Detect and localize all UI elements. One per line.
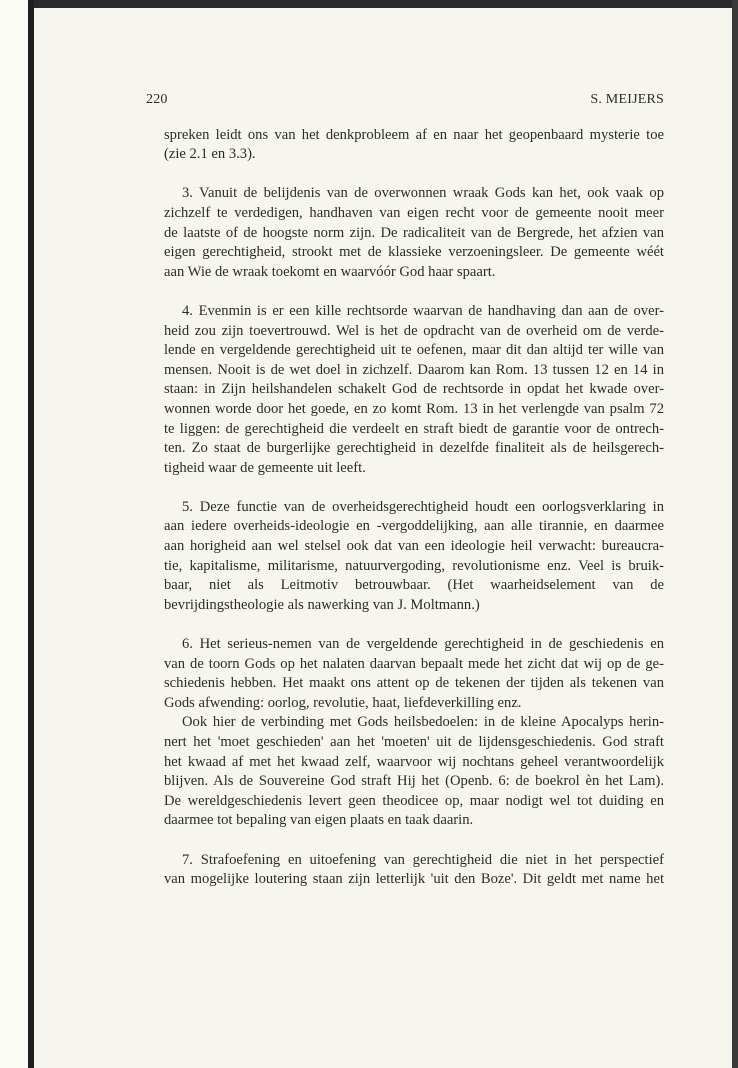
paragraph-5 <box>146 498 664 616</box>
text-line: 4. Evenmin is er een kille rechtsorde waarvan de handhaving dan aan de over- <box>182 302 664 319</box>
text-line: de laatste of de hoogste norm zijn. De radicaliteit van de Bergrede, het afzien van <box>164 224 664 241</box>
text-line: lende en vergeldende gerechtigheid uit te oefenen, maar dit dan altijd ter wille van <box>164 342 664 359</box>
text-line: baar, niet als Leitmotiv betrouwbaar. (Het waarheidselement van de <box>164 577 664 594</box>
text-line: aan Wie de wraak toekomt en waarvóór God haar spaart. <box>164 263 496 280</box>
page-content <box>146 90 664 909</box>
text-line: nert het 'moet geschieden' aan het 'moeten' uit de lijdensgeschiedenis. God straft <box>164 734 664 750</box>
scan-edge-top <box>28 0 738 8</box>
running-header <box>146 90 664 110</box>
text-line: van de toorn Gods op het nalaten daarvan bepaalt mede het zicht dat wij op de ge- <box>164 655 664 672</box>
text-line: ten. Zo staat de burgerlijke gerechtigheid in dezelfde finaliteit als de heilsgerech- <box>164 440 664 457</box>
paragraph-6 <box>146 635 664 713</box>
text-line: staan: in Zijn heilshandelen schakelt God de rechtsorde in opdat het kwade over- <box>164 381 664 398</box>
text-line: tigheid waar de gemeente uit leeft. <box>164 459 366 476</box>
paragraph-7 <box>146 851 664 890</box>
text-line: aan iedere overheids-ideologie en -vergoddelijking, aan alle tirannie, en daarmee <box>164 518 664 535</box>
paragraph-6-continued <box>146 713 664 831</box>
text-line: wonnen worde door het goede, en zo komt Rom. 13 in het verlengde van psalm 72 <box>164 400 664 417</box>
running-author: S. MEIJERS <box>590 92 664 107</box>
paragraph-intro <box>146 126 664 165</box>
text-line: tie, kapitalisme, militarisme, natuurvergoding, revolutionisme enz. Veel is bruik- <box>164 557 664 574</box>
text-line: van mogelijke loutering staan zijn letterlijk 'uit den Boze'. Dit geldt met name het <box>164 871 664 888</box>
text-line: mensen. Nooit is de wet doel in zichzelf. Daarom kan Rom. 13 tussen 12 en 14 in <box>164 361 664 378</box>
paragraph-4 <box>146 302 664 478</box>
text-line: bevrijdingstheologie als nawerking van J. Moltmann.) <box>164 596 480 613</box>
text-line: spreken leidt ons van het denkprobleem af en naar het geopenbaard mysterie toe <box>164 126 664 143</box>
text-line: 6. Het serieus-nemen van de vergeldende gerechtigheid in de geschiedenis en <box>182 636 664 653</box>
text-line: Gods afwending: oorlog, revolutie, haat, liefdeverkilling enz. <box>164 694 522 711</box>
text-line: 5. Deze functie van de overheidsgerechtigheid houdt een oorlogsverklaring in <box>182 498 664 515</box>
text-line: heid zou zijn toevertrouwd. Wel is het de opdracht van de overheid om de verdе- <box>164 322 664 339</box>
paragraph-3 <box>146 184 664 282</box>
text-line: daarmee tot bepaling van eigen plaats en taak daarin. <box>164 812 474 829</box>
text-line: aan horigheid aan wel stelsel ook dat van een ideologie heil verwacht: bureaucra- <box>164 538 664 555</box>
page-number: 220 <box>146 92 168 107</box>
text-line: eigen gerechtigheid, strookt met de klassieke verzoeningsleer. De gemeente wéét <box>164 244 664 261</box>
text-line: het kwaad af met het kwaad zelf, waarvoor wij nochtans geheel verantwoordelijk <box>164 753 664 770</box>
text-line: schiedenis hebben. Het maakt ons attent op de tekenen der tijden als tekenen van <box>164 675 664 692</box>
text-line: zichzelf te verdedigen, handhaven van eigen recht voor de gemeente nooit meer <box>164 204 664 221</box>
text-line: 7. Strafoefening en uitoefening van gerechtigheid die niet in het perspectief <box>182 851 664 868</box>
text-line: te liggen: de gerechtigheid die verdeelt en straft biedt de garantie voor de ontrech- <box>164 420 664 437</box>
scan-edge-right <box>732 0 738 1068</box>
text-line: Ook hier de verbinding met Gods heilsbedoelen: in de kleine Apocalyps herin- <box>182 714 664 731</box>
text-line: De wereldgeschiedenis levert geen theodicee op, maar nodigt wel tot duiding en <box>164 792 664 809</box>
text-line: blijven. Als de Souvereine God straft Hij het (Openb. 6: de boekrol èn het Lam). <box>164 773 664 790</box>
text-line: (zie 2.1 en 3.3). <box>164 146 256 163</box>
text-line: 3. Vanuit de belijdenis van de overwonnen wraak Gods kan het, ook vaak op <box>182 185 664 202</box>
